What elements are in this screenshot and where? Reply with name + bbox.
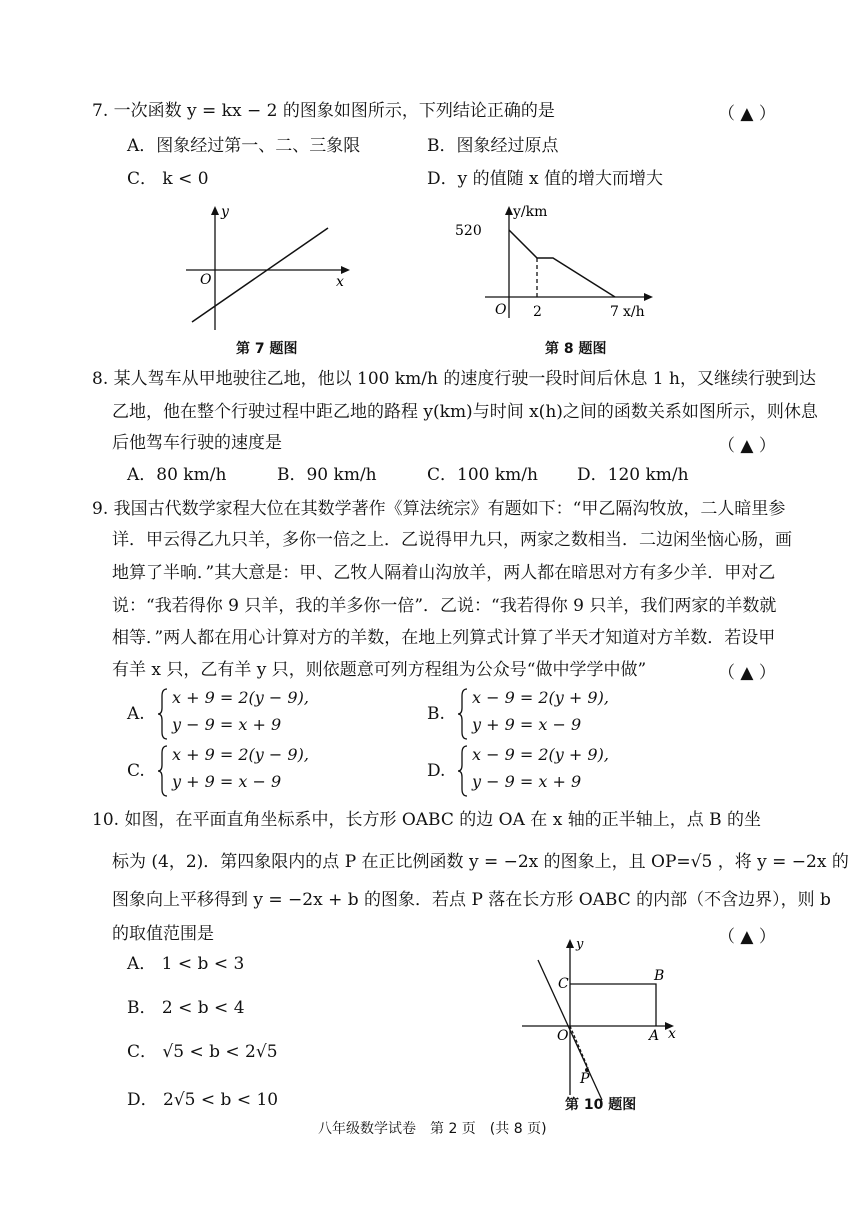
page-footer: 八年级数学试卷 第 2 页 (共 8 页): [318, 1121, 547, 1137]
q10-c-label: C: [558, 976, 569, 992]
q9-answer-mark: （ ▲ ）: [718, 663, 776, 683]
q9-line-3: 地算了半晌．”其大意是：甲、乙牧人隔着山沟放羊，两人都在暗思对方有多少羊．甲对乙: [112, 563, 776, 583]
q10-b-label: B: [654, 968, 665, 984]
q9-line-2: 详．甲云得乙九只羊，多你一倍之上．乙说得甲九只，两家之数相当．二边闲坐恼心肠，画: [112, 530, 792, 550]
q8-x2-label: 2: [533, 304, 542, 320]
q7-option-c: C． k < 0: [127, 169, 209, 189]
q8-option-a: A．80 km/h: [127, 465, 227, 485]
q8-figure-caption: 第 8 题图: [545, 341, 607, 357]
q10-line-4: 的取值范围是: [112, 924, 214, 944]
q9-option-c-system: [158, 745, 358, 797]
q10-option-b: B． 2 < b < 4: [127, 998, 245, 1018]
q9-option-b-system: [458, 688, 658, 740]
brace-icon: [458, 745, 468, 797]
q8-x-arrow-icon: [644, 293, 653, 301]
q9-line-5: 相等．”两人都在用心计算对方的羊数，在地上列算式计算了半天才知道对方羊数．若设甲: [112, 628, 776, 648]
q8-x-label: x/h: [623, 304, 645, 320]
q10-a-label: A: [649, 1028, 660, 1044]
q7-function-line: [192, 228, 328, 322]
brace-icon: [158, 688, 168, 740]
brace-icon: [458, 688, 468, 740]
q7-option-a: A．图象经过第一、二、三象限: [127, 136, 361, 156]
q9-line-4: 说：“我若得你 9 只羊，我的羊多你一倍”．乙说：“我若得你 9 只羊，我们两家的羊数就: [112, 596, 777, 616]
q9-option-b-eq1: x − 9 = 2(y + 9),: [472, 688, 609, 707]
q7-x-arrow-icon: [341, 266, 350, 274]
q10-y-arrow-icon: [566, 939, 574, 948]
q8-origin-label: O: [495, 302, 507, 318]
q7-y-arrow-icon: [211, 206, 219, 215]
q9-option-a-label: A.: [127, 704, 145, 724]
q7-option-d: D．y 的值随 x 值的增大而增大: [427, 169, 664, 189]
q8-function-graph: [509, 230, 615, 297]
q9-option-c-eq2: y + 9 = x − 9: [172, 772, 282, 791]
q8-line-2: 乙地，他在整个行驶过程中距乙地的路程 y(km)与时间 x(h)之间的函数关系如图所示，则休息: [112, 402, 818, 422]
q10-origin-label: O: [557, 1028, 569, 1044]
q8-y520-label: 520: [455, 223, 482, 239]
q10-option-c: C． √5 < b < 2√5: [127, 1042, 278, 1062]
q7-figure: [180, 200, 360, 335]
q10-line-3: 图象向上平移得到 y = −2x + b 的图象．若点 P 落在长方形 OABC 的内部（不含边界），则 b: [112, 890, 831, 910]
q10-line-1: 10. 如图，在平面直角坐标系中，长方形 OABC 的边 OA 在 x 轴的正半轴上，点 B 的坐: [92, 810, 761, 830]
q7-y-label: y: [221, 204, 229, 220]
q8-y-arrow-icon: [505, 206, 513, 215]
q10-figure: [510, 930, 690, 1110]
q8-option-c: C．100 km/h: [427, 465, 538, 485]
q10-answer-mark: （ ▲ ）: [718, 927, 776, 947]
q9-option-d-label: D.: [427, 761, 446, 781]
q8-answer-mark: （ ▲ ）: [718, 436, 776, 456]
q7-option-b: B．图象经过原点: [427, 136, 559, 156]
q10-rectangle: [570, 984, 656, 1026]
q9-option-d-eq2: y − 9 = x + 9: [472, 772, 582, 791]
q10-line-2: 标为 (4，2)．第四象限内的点 P 在正比例函数 y = −2x 的图象上，且 OP=√5 ，将 y = −2x 的: [112, 852, 849, 872]
q7-answer-mark: （ ▲ ）: [718, 104, 776, 124]
q9-line-1: 9. 我国古代数学家程大位在其数学著作《算法统宗》有题如下：“甲乙隔沟牧放，二人暗里参: [92, 499, 786, 519]
q8-line-3: 后他驾车行驶的速度是: [112, 433, 282, 453]
q8-option-d: D．120 km/h: [577, 465, 689, 485]
q10-p-label: P: [580, 1071, 590, 1087]
q10-segment-op: [570, 1026, 588, 1068]
q8-option-b: B．90 km/h: [277, 465, 377, 485]
q9-option-a-system: [158, 688, 358, 740]
q9-option-d-system: [458, 745, 658, 797]
q8-figure: [445, 200, 660, 325]
q10-option-d: D． 2√5 < b < 10: [127, 1090, 279, 1110]
q7-origin-label: O: [200, 272, 212, 288]
q10-y-label: y: [576, 937, 584, 952]
q7-figure-caption: 第 7 题图: [236, 341, 298, 357]
q10-figure-caption: 第 10 题图: [565, 1097, 637, 1113]
q9-option-b-eq2: y + 9 = x − 9: [472, 715, 582, 734]
q10-option-a: A． 1 < b < 3: [127, 954, 245, 974]
q9-option-a-eq1: x + 9 = 2(y − 9),: [172, 688, 309, 707]
q8-line-1: 8. 某人驾车从甲地驶往乙地，他以 100 km/h 的速度行驶一段时间后休息 1 h，又继续行驶到达: [92, 369, 816, 389]
q7-x-label: x: [336, 274, 344, 290]
q9-option-b-label: B.: [427, 704, 445, 724]
q9-option-d-eq1: x − 9 = 2(y + 9),: [472, 745, 609, 764]
q9-option-c-label: C.: [127, 761, 145, 781]
q9-line-6: 有羊 x 只，乙有羊 y 只，则依题意可列方程组为公众号“做中学学中做”: [112, 660, 647, 680]
q10-x-label: x: [668, 1026, 676, 1042]
q9-option-c-eq1: x + 9 = 2(y − 9),: [172, 745, 309, 764]
q8-y-label: y/km: [513, 204, 548, 220]
q7-stem: 7. 一次函数 y = kx − 2 的图象如图所示，下列结论正确的是: [92, 101, 555, 121]
q8-x7-label: 7: [610, 304, 619, 320]
q9-option-a-eq2: y − 9 = x + 9: [172, 715, 282, 734]
brace-icon: [158, 745, 168, 797]
